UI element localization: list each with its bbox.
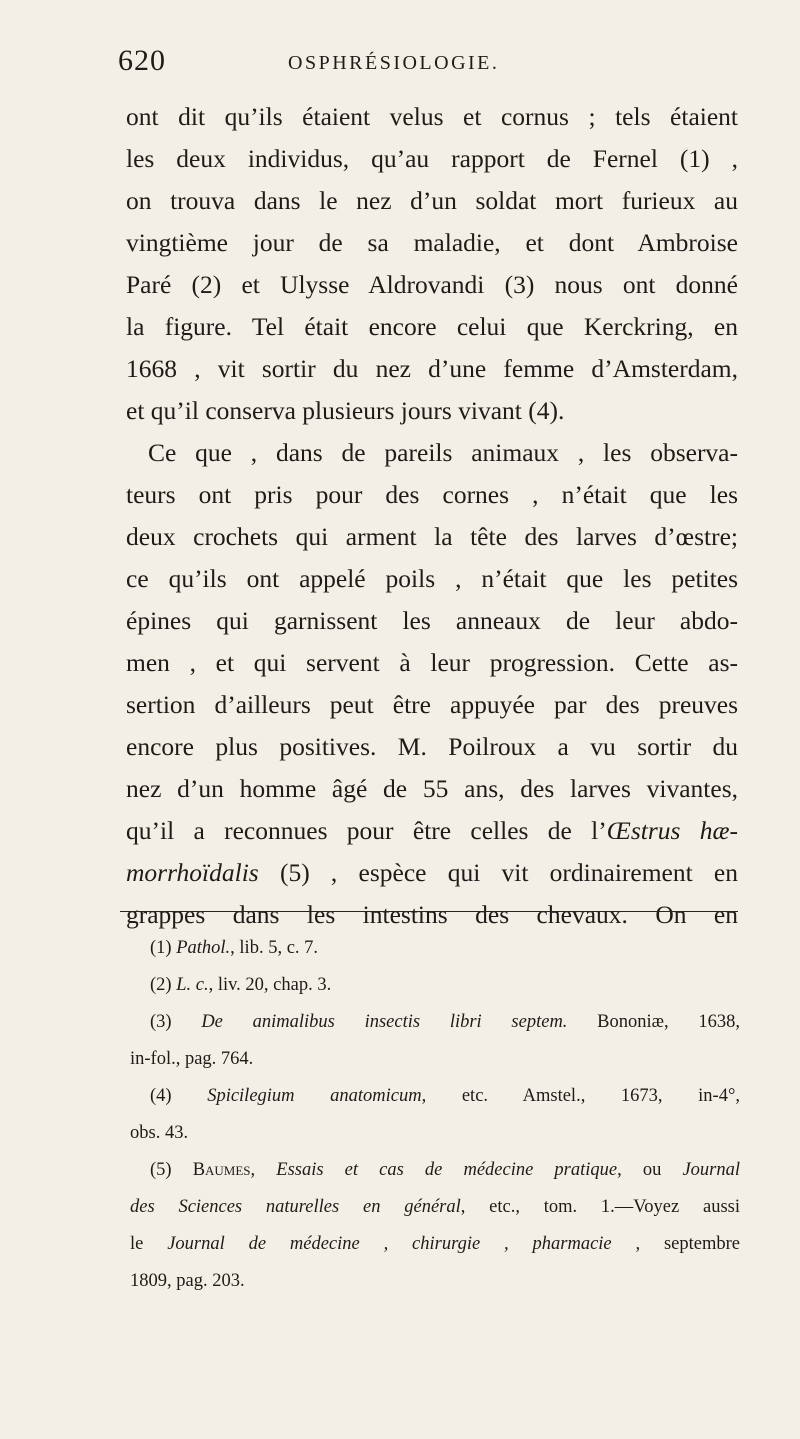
footnote-text: , liv. 20, chap. 3. [208, 975, 332, 995]
text-line: on trouva dans le nez d’un soldat mort furieux au [126, 186, 738, 215]
footnote-rule [120, 911, 738, 912]
footnote-title: Essais et cas de médecine pratique [276, 1160, 618, 1180]
text-line: Ce que , dans de pareils animaux , les observa- [148, 438, 738, 467]
footnote-number: (3) [150, 1012, 202, 1032]
footnote-title: Spicilegium anatomicum [207, 1086, 422, 1106]
text-line: grappes dans les intestins des chevaux. On en [126, 900, 738, 929]
footnote-number: (2) [150, 975, 177, 995]
text-line: vingtième jour de sa maladie, et dont Ambroise [126, 228, 738, 257]
footnotes [130, 930, 740, 1300]
text-line: Paré (2) et Ulysse Aldrovandi (3) nous ont donné [126, 270, 738, 299]
footnote-text: , lib. 5, c. 7. [230, 938, 319, 958]
text-line: ce qu’ils ont appelé poils , n’était que les petites [126, 564, 738, 593]
footnote-number: (5) [150, 1160, 193, 1180]
footnote-5-cont [130, 1226, 740, 1263]
footnote-text: , [250, 1160, 277, 1180]
text-line [126, 810, 738, 852]
page-header [118, 44, 738, 84]
page-number: 620 [118, 44, 166, 77]
text-segment: (5) , espèce qui vit ordinairement en [258, 858, 738, 887]
main-text [126, 96, 738, 936]
footnote-5-cont: 1809, pag. 203. [130, 1271, 245, 1291]
footnote-number: (1) [150, 938, 177, 958]
text-line: 1668 , vit sortir du nez d’une femme d’Amsterdam, [126, 354, 738, 383]
italic-term: morrhoïdalis [126, 858, 259, 887]
footnote-title: De animalibus insectis libri septem. [201, 1012, 568, 1032]
text-line: sertion d’ailleurs peut être appuyée par des preuves [126, 690, 738, 719]
footnote-text: , ou [617, 1160, 683, 1180]
footnote-text: , etc., tom. 1.—Voyez aussi [460, 1197, 740, 1217]
text-line: les deux individus, qu’au rapport de Fernel (1) , [126, 144, 738, 173]
footnote-text: le [130, 1234, 168, 1254]
text-line: nez d’un homme âgé de 55 ans, des larves vivantes, [126, 774, 738, 803]
footnote-3 [130, 1004, 740, 1041]
footnote-3-cont: in-fol., pag. 764. [130, 1049, 254, 1069]
text-line [126, 852, 738, 894]
footnote-4-cont: obs. 43. [130, 1123, 189, 1143]
footnote-5 [130, 1152, 740, 1189]
footnote-title: L. c. [176, 975, 209, 995]
text-line: ont dit qu’ils étaient velus et cornus ; tels étaient [126, 102, 738, 131]
footnote-title: Journal de médecine , chirurgie , pharmacie , [167, 1234, 641, 1254]
footnote-4 [130, 1078, 740, 1115]
text-line: épines qui garnissent les anneaux de leur abdo- [126, 606, 738, 635]
footnote-number: (4) [150, 1086, 208, 1106]
footnote-5-cont [130, 1189, 740, 1226]
text-line: deux crochets qui arment la tête des larves d’œstre; [126, 522, 738, 551]
running-title: OSPHRÉSIOLOGIE. [288, 52, 500, 74]
footnote-text: septembre [640, 1234, 740, 1254]
text-line: encore plus positives. M. Poilroux a vu sortir du [126, 732, 738, 761]
text-segment: qu’il a reconnues pour être celles de l’ [126, 816, 607, 845]
footnote-1 [130, 930, 740, 967]
footnote-title: Journal [682, 1160, 741, 1180]
footnote-2 [130, 967, 740, 1004]
text-line: la figure. Tel était encore celui que Kerckring, en [126, 312, 738, 341]
italic-term: Œstrus hæ- [606, 816, 738, 845]
footnote-author: Baumes [192, 1160, 251, 1180]
footnote-text: , etc. Amstel., 1673, in-4°, [421, 1086, 740, 1106]
text-line: men , et qui servent à leur progression. Cette as- [126, 648, 738, 677]
text-line: teurs ont pris pour des cornes , n’était que les [126, 480, 738, 509]
text-line: et qu’il conserva plusieurs jours vivant (4). [126, 396, 565, 425]
footnote-title: des Sciences naturelles en général [130, 1197, 461, 1217]
footnote-title: Pathol. [176, 938, 231, 958]
footnote-text: Bononiæ, 1638, [567, 1012, 740, 1032]
